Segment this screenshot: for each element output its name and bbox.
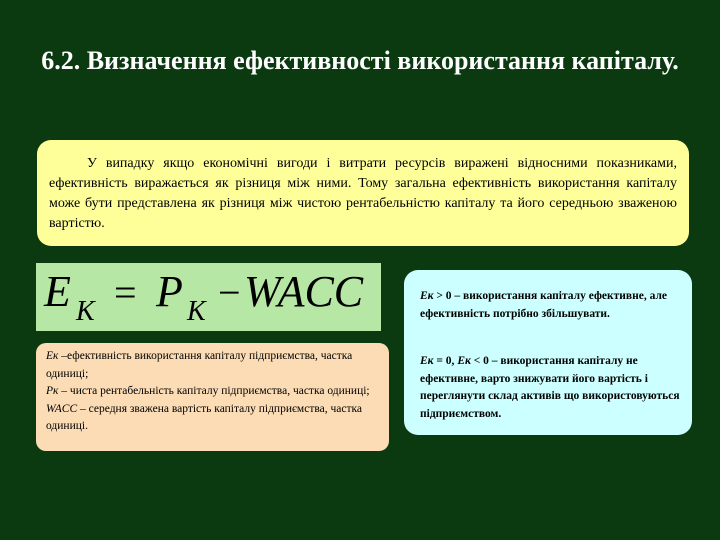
cond2-mid: = 0, (433, 355, 458, 367)
def-pk-text: – чиста рентабельність капіталу підприємства, частка одиниці; (58, 385, 370, 397)
cond2-symbol-1: Ек (420, 355, 434, 367)
cond1-text: > 0 – використання капіталу ефективне, але ефективність потрібно збільшувати. (420, 290, 668, 320)
formula-box (36, 263, 381, 331)
slide-title: 6.2. Визначення ефективності використання капіталу. (41, 46, 679, 75)
condition-positive (420, 288, 690, 323)
condition-nonpositive (420, 353, 690, 423)
formula-k2: К (187, 296, 206, 327)
formula-p: P (156, 267, 183, 316)
intro-text-box (37, 140, 689, 246)
formula-minus: − (218, 270, 241, 315)
formula-eq: = (114, 270, 137, 315)
def-ek-symbol: Ек (46, 350, 59, 362)
definitions-box (36, 343, 389, 451)
cond2-symbol-2: Ек (457, 355, 471, 367)
def-wacc-text: – середня зважена вартість капіталу підприємства, частка одиниці. (46, 402, 363, 432)
def-pk-symbol: Рк (46, 385, 59, 397)
formula-e: E (44, 267, 71, 316)
cond1-symbol: Ек (420, 290, 434, 302)
def-wacc-symbol: WACC (46, 402, 78, 415)
cond2-text: < 0 – використання капіталу не ефективне, варто знижувати його вартість і переглянути склад активів що використовуються підприємством. (420, 355, 680, 420)
intro-text: У випадку якщо економічні вигоди і витрати ресурсів виражені відносними показниками, ефективність виражається як різниця між ними. Тому загальна ефективність використання капіталу може бути представлена як різниця між чистою рентабельністю капіталу та його середньою зваженою вартістю. (49, 156, 677, 231)
formula-wacc: WACC (244, 267, 364, 316)
formula-k1: К (76, 296, 95, 327)
formula-svg (36, 263, 381, 331)
def-ek-text: –ефективність використання капіталу підприємства, частка одиниці; (46, 350, 353, 380)
